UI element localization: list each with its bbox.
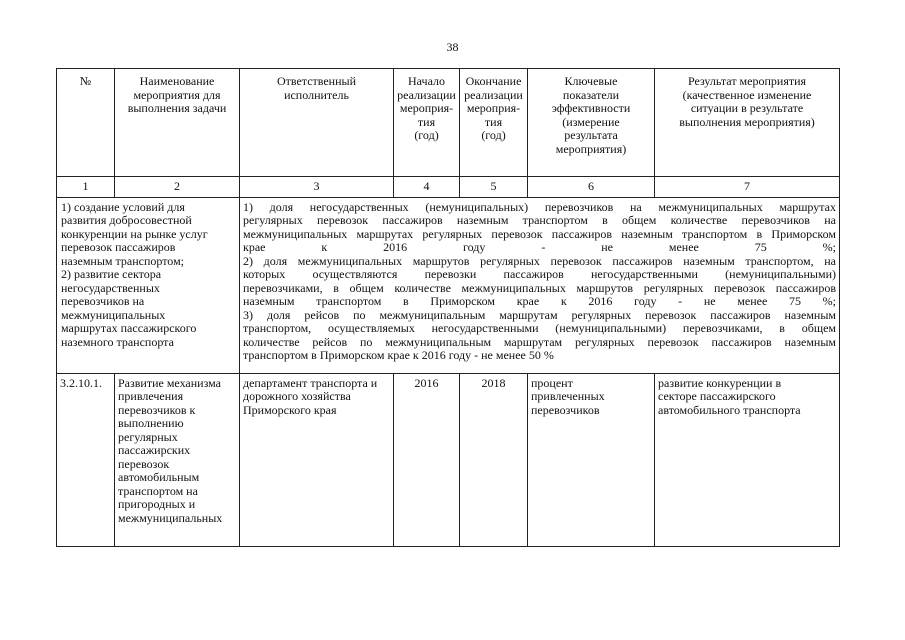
text-line: Приморского края — [243, 402, 337, 417]
header-row — [57, 69, 840, 177]
text-line: наземным транспортом; — [61, 253, 184, 268]
text-line: выполнения мероприятия) — [679, 114, 815, 129]
text-line: Ответственный — [276, 74, 357, 88]
column-number: 5 — [460, 177, 528, 198]
text-line: наземного транспорта — [61, 334, 174, 349]
text-line: перевозчиков на — [61, 294, 145, 308]
item-executor — [240, 373, 394, 546]
text-line: Окончание — [465, 74, 522, 88]
item-number: 3.2.10.1. — [57, 373, 115, 546]
item-end-year: 2018 — [460, 373, 528, 546]
column-number: 1 — [57, 177, 115, 198]
text-line: тия — [484, 114, 503, 129]
text-line: регулярных — [118, 429, 178, 444]
text-line: привлеченных — [531, 389, 605, 403]
text-line: автомобильного транспорта — [658, 402, 801, 417]
text-line: мероприя- — [466, 101, 521, 115]
text-line: которых осуществляются перевозки пассажиров негосударственными (немуниципальными) — [243, 267, 836, 281]
text-line: межмуниципальных — [61, 307, 166, 322]
text-line: регулярных перевозок пассажиров наземным транспортом в общем количестве перевозчиков на — [243, 213, 836, 227]
text-line: наземным транспортом в Приморском крае к 2016 году - не менее 75 %; — [243, 294, 836, 308]
text-line: Результат мероприятия — [687, 74, 807, 88]
text-line: ситуации в результате — [690, 101, 804, 115]
column-number-row — [57, 177, 840, 198]
text-line: (год) — [414, 128, 439, 142]
tasks-cell — [57, 197, 240, 373]
text-line: перевозчиков — [531, 402, 600, 417]
column-number: 3 — [240, 177, 394, 198]
measures-table — [56, 68, 840, 547]
goals-row — [57, 197, 840, 373]
header-result — [655, 69, 840, 177]
text-line: перевозчиков к — [118, 402, 196, 417]
text-line: реализации — [464, 87, 523, 102]
text-line: дорожного хозяйства — [243, 389, 351, 403]
column-number: 4 — [394, 177, 460, 198]
indicators-cell — [240, 197, 840, 373]
text-line: эффективности — [551, 101, 631, 115]
text-line: развитие конкуренции в — [658, 375, 782, 390]
text-line: перевозок — [118, 456, 170, 471]
text-line: (измерение — [562, 114, 620, 129]
text-line: межмуниципальных — [118, 510, 223, 525]
text-line: крае к 2016 году - не менее 75 %; — [243, 240, 836, 254]
text-line: реализации — [397, 87, 456, 102]
text-line: конкуренции на рынке услуг — [61, 226, 208, 241]
text-line: секторе пассажирского — [658, 389, 776, 403]
text-line: исполнитель — [284, 87, 349, 102]
text-line: 3) доля рейсов по межмуниципальным маршрутам регулярных перевозок пассажиров наземным — [243, 307, 836, 322]
table-row — [57, 373, 840, 546]
text-line: департамент транспорта и — [243, 375, 378, 390]
text-line: 2) доля межмуниципальных маршрутов регулярных перевозок пассажиров наземным транспортом, на — [243, 253, 836, 268]
header-start-year — [394, 69, 460, 177]
item-result — [655, 373, 840, 546]
text-line: транспортом в Приморском крае к 2016 году - не менее 50 % — [243, 348, 554, 362]
text-line: мероприятия для — [133, 87, 221, 102]
text-line: транспортом на — [118, 483, 198, 498]
text-line: пригородных и — [118, 497, 196, 511]
text-line: выполнению — [118, 416, 184, 430]
page-number: 38 — [446, 40, 459, 54]
text-line: 1) доля негосударственных (немуниципальных) перевозчиков на межмуниципальных маршрутах — [243, 199, 836, 214]
text-line: результата — [564, 128, 618, 142]
text-line: перевозчиками, в общем количестве межмуниципальных маршрутов регулярных перевозок пассажиров — [243, 280, 836, 295]
header-end-year — [460, 69, 528, 177]
text-line: маршрутах пассажирского — [61, 321, 197, 335]
text-line: перевозок пассажиров — [61, 240, 176, 254]
text-line: привлечения — [118, 389, 184, 403]
text-line: 1) создание условий для — [61, 199, 185, 214]
text-line: негосударственных — [61, 280, 160, 295]
header-executor — [240, 69, 394, 177]
text-line: мероприятия) — [555, 141, 627, 156]
text-line: Наименование — [139, 74, 215, 88]
text-line: пассажирских — [118, 443, 191, 457]
text-line: транспортом, осуществляемых негосударственными (немуниципальными) перевозчиками, в общем — [243, 321, 836, 335]
text-line: количестве рейсов по межмуниципальным маршрутам регулярных перевозок пассажиров наземным — [243, 334, 836, 349]
text-line: (качественное изменение — [682, 87, 812, 102]
text-line: процент — [531, 375, 573, 390]
header-measure-name — [115, 69, 240, 177]
text-line: показатели — [562, 87, 620, 102]
text-line: 2) развитие сектора — [61, 267, 162, 281]
text-line: Ключевые — [564, 74, 618, 88]
text-line: Начало — [408, 74, 445, 88]
text-line: межмуниципальных маршрутах регулярных перевозок пассажиров наземным транспортом в Приморском — [243, 226, 836, 241]
item-name — [115, 373, 240, 546]
item-indicator — [528, 373, 655, 546]
text-line: тия — [417, 114, 436, 129]
text-line: развития добросовестной — [61, 213, 192, 227]
header-indicators — [528, 69, 655, 177]
text-line: автомобильным — [118, 470, 200, 484]
text-line: мероприя- — [399, 101, 454, 115]
text-line: (год) — [481, 128, 506, 142]
column-number: 7 — [655, 177, 840, 198]
column-number: 6 — [528, 177, 655, 198]
text-line: Развитие механизма — [118, 375, 222, 390]
item-start-year: 2016 — [394, 373, 460, 546]
column-number: 2 — [115, 177, 240, 198]
text-line: выполнения задачи — [127, 101, 227, 115]
header-number: № — [57, 69, 115, 177]
